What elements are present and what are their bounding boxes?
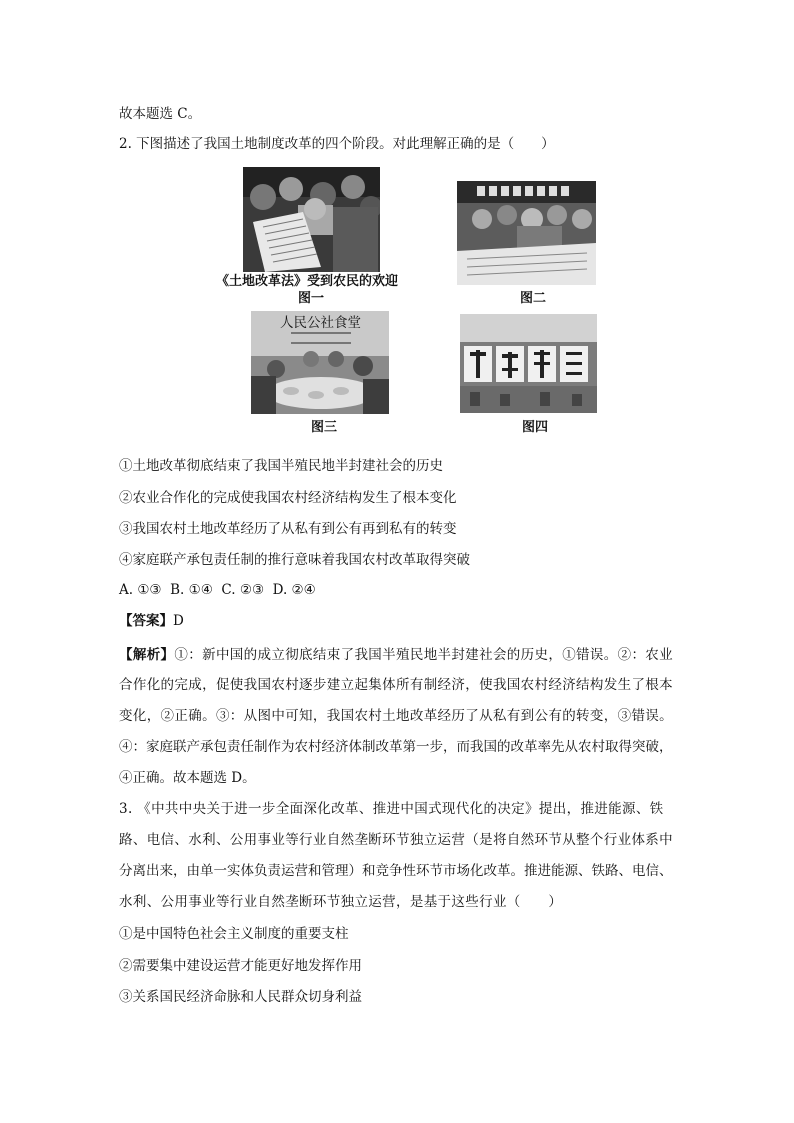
figure-2-label: 图二: [520, 291, 547, 306]
analysis-line-2: 合作化的完成，促使我国农村逐步建立起集体所有制经济，使我国农村经济结构发生了根本: [119, 677, 673, 693]
photo-agricultural-cooperative: [457, 181, 596, 285]
question-3-option-2: ②需要集中建设运营才能更好地发挥作用: [119, 958, 362, 974]
figure-1-title: 《土地改革法》受到农民的欢迎: [216, 274, 399, 289]
analysis-line-4: ④：家庭联产承包责任制作为农村经济体制改革第一步，而我国的改革率先从农村取得突破，: [119, 739, 673, 755]
analysis-line-5: ④正确。故本题选 D。: [119, 770, 256, 786]
answer-tag: 【答案】: [119, 613, 173, 629]
figure-3-label: 图三: [311, 420, 338, 435]
option-3: ③我国农村土地改革经历了从私有到公有再到私有的转变: [119, 521, 457, 537]
photo-land-reform-law: [243, 167, 380, 272]
question-3-line-1: 3. 《中共中央关于进一步全面深化改革、推进中国式现代化的决定》提出，推进能源、铁: [119, 801, 664, 817]
analysis-tag: 【解析】: [119, 647, 175, 663]
question-3-line-4: 水利、公用事业等行业自然垄断环节独立运营，是基于这些行业（ ）: [119, 894, 563, 910]
figure-3-title: 人民公社食堂: [280, 315, 361, 331]
answer-line: [119, 612, 184, 630]
answer-choices: A. ①③ B. ①④ C. ②③ D. ②④: [119, 582, 316, 598]
question-2-stem: 2. 下图描述了我国土地制度改革的四个阶段。对此理解正确的是（ ）: [119, 136, 555, 152]
answer-value: D: [173, 613, 184, 629]
option-4: ④家庭联产承包责任制的推行意味着我国农村改革取得突破: [119, 552, 470, 568]
figure-1-label: 图一: [298, 291, 325, 306]
figure-4-label: 图四: [522, 420, 549, 435]
analysis-line-3: 变化，②正确。③：从图中可知，我国农村土地改革经历了从私有到公有的转变，③错误。: [119, 708, 673, 724]
line-prev-answer: 故本题选 C。: [119, 106, 202, 122]
analysis-line-1: [119, 646, 673, 664]
option-2: ②农业合作化的完成使我国农村经济结构发生了根本变化: [119, 490, 457, 506]
photo-commune-canteen: [251, 311, 389, 414]
question-3-line-3: 分离出来，由单一实体负责运营和管理）和竞争性环节市场化改革。推进能源、铁路、电信、: [119, 863, 673, 879]
question-3-option-1: ①是中国特色社会主义制度的重要支柱: [119, 926, 349, 942]
analysis-text-1: ①：新中国的成立彻底结束了我国半殖民地半封建社会的历史，①错误。②：农业: [174, 647, 674, 663]
question-3-option-3: ③关系国民经济命脉和人民群众切身利益: [119, 989, 362, 1005]
option-1: ①土地改革彻底结束了我国半殖民地半封建社会的历史: [119, 458, 443, 474]
photo-household-contract-banner: [460, 314, 597, 413]
question-3-line-2: 路、电信、水利、公用事业等行业自然垄断环节独立运营（是将自然环节从整个行业体系中: [119, 832, 673, 848]
